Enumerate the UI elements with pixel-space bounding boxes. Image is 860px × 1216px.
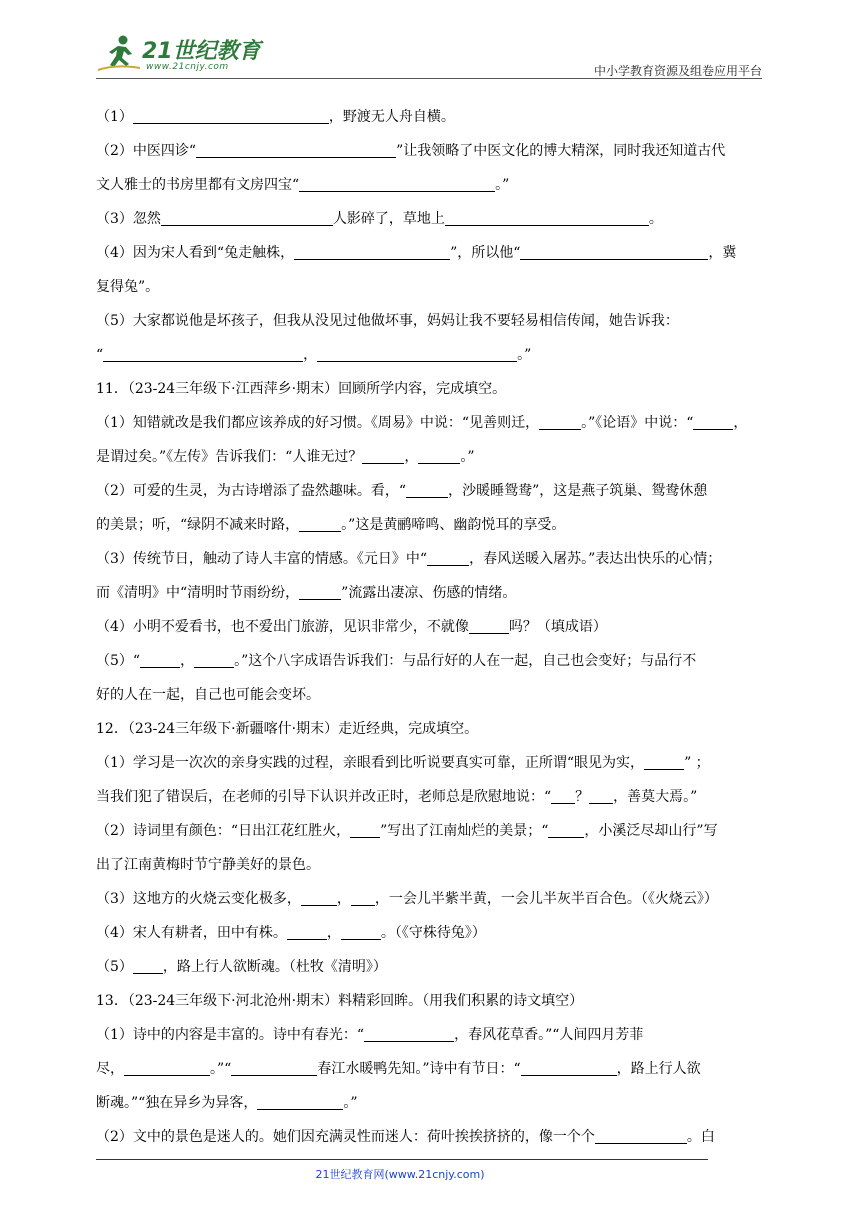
platform-title: 中小学教育资源及组卷应用平台 <box>593 64 762 78</box>
q12-item-1: （1）学习是一次次的亲身实践的过程，亲眼看到比听说要真实可靠，正所谓“眼见为实， ” ； <box>96 755 710 771</box>
question-13-title: 13．（23-24三年级下·河北沧州·期末）料精彩回眸。（用我们积累的诗文填空） <box>96 993 584 1009</box>
answer-blank[interactable] <box>257 1093 343 1110</box>
brand-logo <box>96 30 266 78</box>
q11-item-5: （5）“ ， 。”这个八字成语告诉我们：与品行好的人在一起，自己也会变好；与品行不 <box>96 653 697 669</box>
brand-name: 21世纪教育 <box>142 39 261 64</box>
q11-item-2: （2）可爱的生灵，为古诗增添了盎然趣味。看，“ ，沙暖睡鸳鸯”，这是燕子筑巢、鸳鸯休憩 <box>96 483 708 499</box>
q11-item-1: （1）知错就改是我们都应该养成的好习惯。《周易》中说：“见善则迁， 。”《论语》中说：“ ， <box>96 415 748 431</box>
answer-blank[interactable] <box>418 447 460 464</box>
q10-item-3: （3）忽然 人影碎了，草地上 。 <box>96 211 663 227</box>
answer-blank[interactable] <box>406 481 448 498</box>
q13-item-1-cont2: 断魂。”“独在异乡为异客， 。” <box>96 1095 358 1111</box>
answer-blank[interactable] <box>103 345 303 362</box>
answer-blank[interactable] <box>693 413 733 430</box>
answer-blank[interactable] <box>124 1059 210 1076</box>
page-header <box>96 30 762 80</box>
answer-blank[interactable] <box>551 787 575 804</box>
question-11-title: 11．（23-24三年级下·江西萍乡·期末）回顾所学内容，完成填空。 <box>96 381 507 397</box>
q10-item-4-cont: 复得兔”。 <box>96 279 160 295</box>
q12-item-2-cont: 出了江南黄梅时节宁静美好的景色。 <box>96 857 320 873</box>
answer-blank[interactable] <box>161 209 333 226</box>
answer-blank[interactable] <box>317 345 517 362</box>
answer-blank[interactable] <box>133 107 329 124</box>
q12-item-3: （3）这地方的火烧云变化极多， ， ，一会儿半紫半黄，一会儿半灰半百合色。（《火烧云》） <box>96 891 718 907</box>
answer-blank[interactable] <box>140 651 180 668</box>
answer-blank[interactable] <box>194 651 234 668</box>
answer-blank[interactable] <box>196 141 396 158</box>
question-12-title: 12．（23-24三年级下·新疆喀什·期末）走近经典，完成填空。 <box>96 721 479 737</box>
q11-item-3-cont: 而《清明》中“清明时节雨纷纷， ”流露出凄凉、伤感的情绪。 <box>96 585 517 601</box>
worksheet-content <box>96 100 762 1154</box>
answer-blank[interactable] <box>469 617 509 634</box>
running-figure-icon <box>96 34 146 74</box>
q11-item-4: （4）小明不爱看书，也不爱出门旅游，见识非常少，不就像 吗？（填成语） <box>96 619 607 635</box>
q11-item-5-cont: 好的人在一起，自己也可能会变坏。 <box>96 687 320 703</box>
answer-blank[interactable] <box>520 243 708 260</box>
answer-blank[interactable] <box>287 923 327 940</box>
q12-item-4: （4）宋人有耕者，田中有株。 ， 。（《守株待兔》） <box>96 925 486 941</box>
q12-item-1-cont: 当我们犯了错误后，在老师的引导下认识并改正时，老师总是欣慰地说：“ ？ ，善莫大焉。” <box>96 789 698 805</box>
footer-divider <box>96 1159 708 1160</box>
answer-blank[interactable] <box>299 515 341 532</box>
q10-item-5: （5）大家都说他是坏孩子，但我从没见过他做坏事，妈妈让我不要轻易相信传闻，她告诉我： <box>96 313 679 329</box>
answer-blank[interactable] <box>341 923 381 940</box>
q10-item-1: （1） ，野渡无人舟自横。 <box>96 109 455 125</box>
answer-blank[interactable] <box>299 583 341 600</box>
answer-blank[interactable] <box>521 1059 617 1076</box>
answer-blank[interactable] <box>301 889 337 906</box>
q11-item-1-cont: 是谓过矣。”《左传》告诉我们：“人谁无过？ ， 。” <box>96 449 475 465</box>
q10-item-5-cont: “ ， 。” <box>96 347 532 363</box>
answer-blank[interactable] <box>299 175 495 192</box>
answer-blank[interactable] <box>231 1059 317 1076</box>
q10-item-2-cont: 文人雅士的书房里都有文房四宝“ 。” <box>96 177 510 193</box>
footer-text: 21世纪教育网(www.21cnjy.com) <box>315 1168 485 1181</box>
q11-item-2-cont: 的美景；听，“绿阴不减来时路， 。”这是黄鹂啼鸣、幽韵悦耳的享受。 <box>96 517 566 533</box>
answer-blank[interactable] <box>294 243 450 260</box>
answer-blank[interactable] <box>595 1127 687 1144</box>
q11-item-3: （3）传统节日，触动了诗人丰富的情感。《元日》中“ ，春风送暖入屠苏。”表达出快乐的心情； <box>96 551 722 567</box>
answer-blank[interactable] <box>351 889 375 906</box>
q13-item-1-cont: 尽， 。”“ 春江水暖鸭先知。”诗中有节日：“ ，路上行人欲 <box>96 1061 701 1077</box>
q10-item-4: （4）因为宋人看到“兔走触株， ”，所以他“ ，冀 <box>96 245 737 261</box>
q12-item-2: （2）诗词里有颜色：“日出江花红胜火， ”写出了江南灿烂的美景；“ ，小溪泛尽却山行”写 <box>96 823 718 839</box>
answer-blank[interactable] <box>589 787 613 804</box>
answer-blank[interactable] <box>364 1025 454 1042</box>
answer-blank[interactable] <box>445 209 649 226</box>
answer-blank[interactable] <box>539 413 581 430</box>
q12-item-5: （5） ，路上行人欲断魂。（杜牧《清明》） <box>96 959 387 975</box>
answer-blank[interactable] <box>350 821 380 838</box>
answer-blank[interactable] <box>133 957 163 974</box>
answer-blank[interactable] <box>548 821 584 838</box>
q10-item-2: （2）中医四诊“ ”让我领略了中医文化的博大精深，同时我还知道古代 <box>96 143 726 159</box>
brand-url: www.21cnjy.com <box>146 62 229 72</box>
answer-blank[interactable] <box>427 549 469 566</box>
answer-blank[interactable] <box>644 753 684 770</box>
header-divider <box>96 78 762 79</box>
answer-blank[interactable] <box>362 447 404 464</box>
q13-item-2: （2）文中的景色是迷人的。她们因充满灵性而迷人：荷叶挨挨挤挤的，像一个个 。白 <box>96 1129 715 1145</box>
q13-item-1: （1）诗中的内容是丰富的。诗中有春光：“ ，春风花草香。”“人间四月芳菲 <box>96 1027 644 1043</box>
